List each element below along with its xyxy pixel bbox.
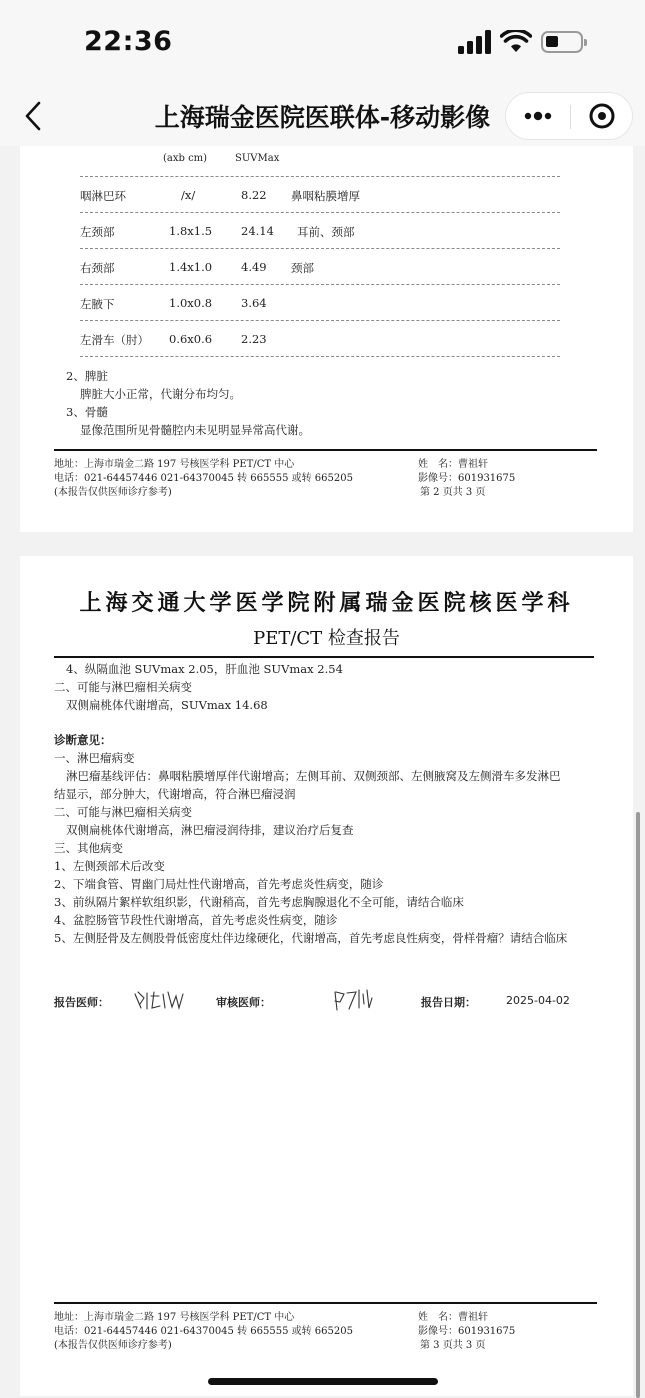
table-header-suv: SUVMax (235, 153, 280, 164)
report-page-3 (20, 556, 633, 1396)
footer-page-number: 第 2 页共 3 页 (420, 487, 486, 498)
footer-patient-name: 姓 名：曹祖轩 (418, 459, 488, 470)
status-bar (0, 0, 645, 88)
row-size: /x/ (181, 188, 196, 202)
diagnosis-line: 5、左侧胫骨及左侧股骨低密度灶伴边缘硬化，代谢增高，首先考虑良性病变，骨样骨瘤？请结合临床 (54, 931, 568, 945)
diagnosis-line: 一、淋巴瘤病变 (54, 751, 135, 765)
row-site: 左颈部 (80, 225, 115, 239)
divider (80, 212, 560, 213)
report-page-2 (20, 146, 633, 532)
row-size: 1.8x1.5 (169, 224, 213, 238)
diagnosis-line: 结显示，部分肿大，代谢增高，符合淋巴瘤浸润 (54, 787, 296, 801)
header-rule (54, 656, 594, 658)
reporter-signature (132, 988, 186, 1014)
diagnosis-line: 1、左侧颈部术后改变 (54, 859, 165, 873)
divider (80, 284, 560, 285)
row-suv: 4.49 (241, 260, 267, 274)
finding-line: 双侧扁桃体代谢增高，SUVmax 14.68 (66, 698, 268, 712)
finding-line: 4、纵隔血池 SUVmax 2.05，肝血池 SUVmax 2.54 (66, 662, 343, 676)
diagnosis-line: 双侧扁桃体代谢增高，淋巴瘤浸润待排，建议治疗后复查 (66, 823, 354, 837)
footer-note: (本报告仅供医师诊疗参考) (54, 487, 172, 498)
report-title: PET/CT 检查报告 (253, 628, 400, 649)
scrollbar[interactable] (636, 812, 640, 1398)
diagnosis-line: 2、下端食管、胃幽门局灶性代谢增高，首先考虑炎性病变，随诊 (54, 877, 384, 891)
footer-patient-name: 姓 名：曹祖轩 (418, 1312, 488, 1323)
table-header-size: (axb cm) (163, 153, 208, 164)
footer-page-number: 第 3 页共 3 页 (420, 1340, 486, 1351)
divider (80, 176, 560, 177)
footer-rule (54, 1302, 597, 1304)
footer-image-number: 影像号：601931675 (418, 473, 516, 484)
more-dots-icon[interactable] (518, 97, 558, 135)
battery-icon (541, 31, 583, 53)
diagnosis-line: 3、前纵隔片絮样软组织影，代谢稍高，首先考虑胸腺退化不全可能，请结合临床 (54, 895, 464, 909)
nav-bar (0, 88, 645, 146)
divider (80, 320, 560, 321)
row-size: 1.0x0.8 (169, 296, 213, 310)
footer-address: 地址：上海市瑞金二路 197 号核医学科 PET/CT 中心 (54, 459, 295, 470)
status-time: 22:36 (84, 26, 173, 57)
report-date: 2025-04-02 (506, 994, 570, 1007)
row-suv: 24.14 (241, 224, 274, 238)
reporter-label: 报告医师： (54, 996, 109, 1009)
row-suv: 2.23 (241, 332, 267, 346)
close-target-icon[interactable] (582, 97, 622, 135)
footer-note: (本报告仅供医师诊疗参考) (54, 1340, 172, 1351)
page-title: 上海瑞金医院医联体-移动影像 (154, 103, 491, 132)
mini-program-capsule (505, 92, 633, 140)
finding-line: 显像范围所见骨髓腔内未见明显异常高代谢。 (80, 423, 310, 437)
row-site: 左滑车（肘） (80, 333, 149, 347)
wifi-icon (500, 30, 532, 54)
reviewer-label: 审核医师： (216, 996, 271, 1009)
footer-phone: 电话：021-64457446 021-64370045 转 665555 或转 665205 (54, 473, 353, 484)
diagnosis-line: 4、盆腔肠管节段性代谢增高，首先考虑炎性病变，随诊 (54, 913, 338, 927)
diagnosis-line: 二、可能与淋巴瘤相关病变 (54, 805, 192, 819)
row-size: 1.4x1.0 (169, 260, 213, 274)
row-site: 左腋下 (80, 297, 115, 311)
cellular-signal-icon (458, 30, 492, 54)
row-note: 颈部 (291, 261, 314, 275)
row-suv: 3.64 (241, 296, 267, 310)
diagnosis-line: 三、其他病变 (54, 841, 123, 855)
row-site: 咽淋巴环 (80, 189, 126, 203)
capsule-divider (570, 105, 571, 129)
divider (80, 248, 560, 249)
footer-address: 地址：上海市瑞金二路 197 号核医学科 PET/CT 中心 (54, 1312, 295, 1323)
row-size: 0.6x0.6 (169, 332, 213, 346)
row-note: 鼻咽粘膜增厚 (291, 189, 360, 203)
row-suv: 8.22 (241, 188, 267, 202)
finding-line: 2、脾脏 (66, 369, 108, 383)
reviewer-signature (332, 986, 374, 1014)
diagnosis-line: 淋巴瘤基线评估：鼻咽粘膜增厚伴代谢增高；左侧耳前、双侧颈部、左侧腋窝及左侧滑车多发淋巴 (66, 769, 561, 783)
row-note: 耳前、颈部 (297, 225, 355, 239)
footer-rule (54, 449, 597, 451)
diagnosis-heading: 诊断意见： (54, 733, 112, 747)
finding-line: 二、可能与淋巴瘤相关病变 (54, 680, 192, 694)
finding-line: 3、骨髓 (66, 405, 108, 419)
report-date-label: 报告日期： (421, 996, 476, 1009)
institution-name: 上海交通大学医学院附属瑞金医院核医学科 (79, 590, 574, 616)
finding-line: 脾脏大小正常，代谢分布均匀。 (80, 387, 241, 401)
footer-image-number: 影像号：601931675 (418, 1326, 516, 1337)
row-site: 右颈部 (80, 261, 115, 275)
footer-phone: 电话：021-64457446 021-64370045 转 665555 或转 665205 (54, 1326, 353, 1337)
divider (80, 356, 560, 357)
home-indicator[interactable] (208, 1378, 438, 1385)
